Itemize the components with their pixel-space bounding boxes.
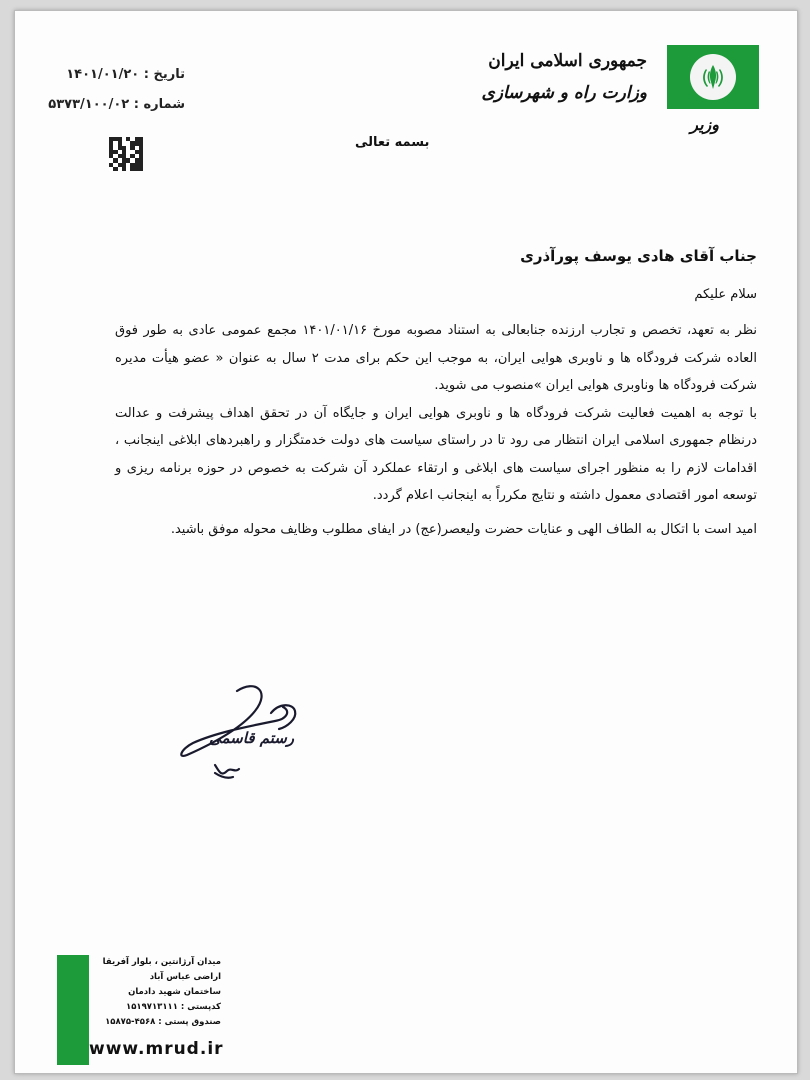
footer-green-bar (57, 955, 89, 1065)
paragraph-2: با توجه به اهمیت فعالیت شرکت فرودگاه ها و ناوبری هوایی ایران و جایگاه آن در تحقق اهداف پیشرفت و عدالت درنظام جمهوری اسلامی ایران انتظار می رود تا در راستای سیاست های دولت خدمتگزار و راهبردهای ابلاغی اینجانب ، اقدامات لازم را به منظور اجرای سیاست های ابلاغی و ارتقاء عملکرد آن شرکت به خصوص در حوزه برنامه ریزی و توسعه امور اقتصادی معمول داشته و نتایج مکرراً به اینجانب اعلام گردد. (115, 405, 757, 503)
paragraph-1: نظر به تعهد، تخصص و تجارب ارزنده جنابعالی به استناد مصوبه مورخ ۱۴۰۱/۰۱/۱۶ مجمع عمومی عادی به طور فوق العاده شرکت فرودگاه ها و ناوبری هوایی ایران، به موجب این حکم برای مدت ۲ سال به عنوان « عضو هیأت مدیره شرکت فرودگاه ها وناوبری هوایی ایران »منصوب می شوید. (115, 323, 758, 393)
header-country: جمهوری اسلامی ایران (488, 51, 647, 71)
qr-code (109, 137, 143, 171)
number-value: ۵۳۷۳/۱۰۰/۰۲ (48, 97, 130, 112)
iran-emblem-icon (690, 54, 736, 100)
footer-line-5: صندوق پستی : ۴۵۶۸-۱۵۸۷۵ (105, 1017, 221, 1027)
footer-line-1: میدان آرژانتین ، بلوار آفریقا (102, 957, 221, 967)
emblem-box (667, 45, 759, 109)
header-ministry: وزارت راه و شهرسازی (481, 83, 647, 103)
footer-address (101, 955, 221, 1030)
letter-sheet (14, 10, 798, 1074)
date-value: ۱۴۰۱/۰۱/۲۰ (66, 67, 140, 82)
greeting: سلام علیکم (694, 287, 757, 302)
recipient: جناب آقای هادی یوسف پورآذری (520, 247, 757, 265)
paragraph-3: امید است با اتکال به الطاف الهی و عنایات حضرت ولیعصر(عج) در ایفای مطلوب وظایف محوله موفق باشید. (170, 521, 757, 537)
basmala: بسمه تعالی (355, 135, 430, 150)
signature-name: رستم قاسمی (209, 729, 295, 747)
date-row (66, 67, 185, 82)
footer-line-2: اراضی عباس آباد (149, 972, 221, 982)
number-label: شماره : (133, 97, 185, 112)
footer-line-4: کدپستی : ۱۵۱۹۷۱۳۱۱۱ (126, 1002, 221, 1012)
footer-line-3: ساختمان شهید دادمان (128, 987, 221, 997)
signature (175, 677, 325, 787)
footer-website-link[interactable]: www.mrud.ir (89, 1039, 224, 1059)
header-role: وزیر (690, 115, 719, 134)
letter-body (115, 317, 757, 543)
number-row (48, 97, 185, 112)
qr-cell (139, 167, 143, 171)
date-label: تاریخ : (143, 67, 185, 82)
